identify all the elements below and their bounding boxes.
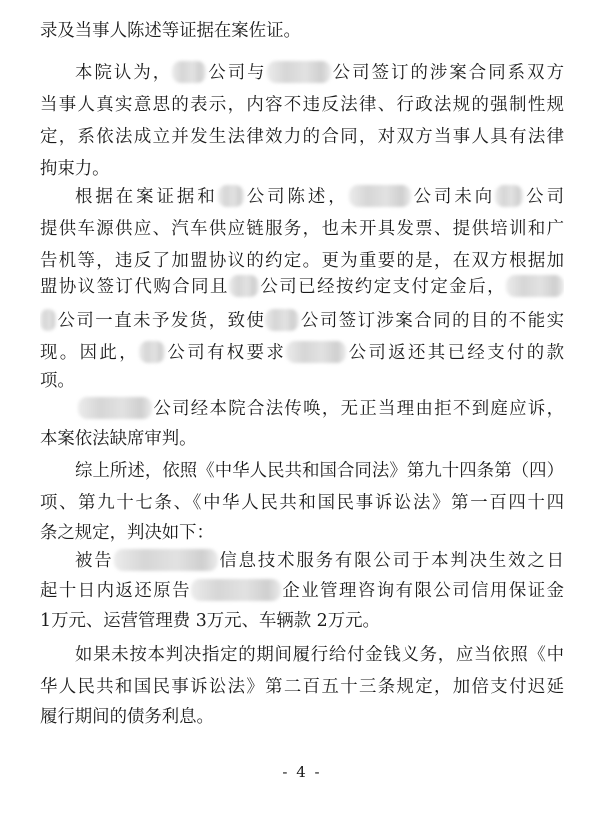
line-10-text-b: 公司签订涉案合同的目的不能实 bbox=[299, 311, 564, 331]
redacted-company-name bbox=[495, 185, 523, 207]
line-14-text: 本案依法缺席审判。 bbox=[40, 429, 197, 449]
line-2-text-b: 公司与 bbox=[206, 63, 267, 83]
line-5-text: 拘束力。 bbox=[40, 159, 110, 179]
line-9-text-b: 公司已经按约定支付定金后， bbox=[258, 277, 506, 297]
text-line-9 bbox=[40, 272, 564, 302]
line-6-text-d: 公司 bbox=[523, 187, 564, 207]
page-number: - 4 - bbox=[282, 763, 322, 781]
redacted-company-name bbox=[78, 397, 152, 419]
redacted-company-name bbox=[172, 61, 206, 83]
text-line-14 bbox=[40, 424, 564, 454]
line-7-text: 提供车源供应、汽车供应链服务，也未开具发票、提供培训和广 bbox=[40, 219, 564, 239]
line-9-text-a: 盟协议签订代购合同且 bbox=[40, 277, 229, 297]
text-line-23 bbox=[40, 702, 564, 732]
line-6-text-a: 根据在案证据和 bbox=[75, 187, 218, 207]
line-22-text: 华人民共和国民事诉讼法》第二百五十三条规定，加倍支付迟延 bbox=[40, 677, 564, 697]
line-13-text: 公司经本院合法传唤，无正当理由拒不到庭应诉， bbox=[152, 399, 564, 419]
line-2-text-a: 本院认为， bbox=[75, 63, 173, 83]
text-line-19 bbox=[40, 576, 564, 606]
line-11-text-a: 现。因此， bbox=[40, 343, 139, 363]
text-line-12 bbox=[40, 366, 564, 396]
text-line-4 bbox=[40, 122, 564, 152]
text-line-15 bbox=[40, 456, 564, 486]
line-18-text-b: 信息技术服务有限公司于本判决生效之日 bbox=[217, 551, 564, 571]
redacted-company-name bbox=[139, 341, 165, 363]
text-line-1 bbox=[40, 16, 564, 46]
line-6-text-b: 公司陈述， bbox=[243, 187, 349, 207]
line-11-text-c: 公司返还其已经支付的款 bbox=[346, 343, 564, 363]
text-line-17 bbox=[40, 518, 564, 548]
text-line-16 bbox=[40, 488, 564, 518]
redacted-plaintiff-name bbox=[191, 579, 281, 601]
text-line-3 bbox=[40, 90, 564, 120]
line-16-text: 项、第九十七条、《中华人民共和国民事诉讼法》第一百四十四 bbox=[40, 493, 564, 513]
text-line-5 bbox=[40, 154, 564, 184]
line-15-text: 综上所述，依照《中华人民共和国合同法》第九十四条第（四） bbox=[75, 461, 564, 481]
text-line-20 bbox=[40, 606, 564, 636]
line-12-text: 项。 bbox=[40, 371, 75, 391]
redacted-company-name bbox=[286, 341, 346, 363]
line-19-text-a: 起十日内返还原告 bbox=[40, 581, 191, 601]
line-17-text: 条之规定，判决如下： bbox=[40, 523, 214, 543]
line-23-text: 履行期间的债务利息。 bbox=[40, 707, 214, 727]
redacted-company-name bbox=[218, 185, 244, 207]
text-line-7 bbox=[40, 214, 564, 244]
text-line-10 bbox=[40, 306, 564, 336]
text-line-22 bbox=[40, 672, 564, 702]
line-19-text-b: 企业管理咨询有限公司信用保证金 bbox=[280, 581, 564, 601]
line-18-text-a: 被告 bbox=[75, 551, 114, 571]
line-11-text-b: 公司有权要求 bbox=[165, 343, 287, 363]
redacted-company-name bbox=[265, 309, 299, 331]
line-20-text: 1万元、运营管理费 3万元、车辆款 2万元。 bbox=[40, 611, 380, 631]
redacted-company-name bbox=[267, 61, 331, 83]
line-10-text-a: 公司一直未予发货，致使 bbox=[56, 311, 266, 331]
redacted-company-name bbox=[349, 185, 411, 207]
text-line-21 bbox=[40, 640, 564, 670]
line-21-text: 如果未按本判决指定的期间履行给付金钱义务，应当依照《中 bbox=[75, 645, 564, 665]
line-4-text: 定，系依法成立并发生法律效力的合同，对双方当事人具有法律 bbox=[40, 127, 564, 147]
line-6-text-c: 公司未向 bbox=[410, 187, 496, 207]
line-2-text-c: 公司签订的涉案合同系双方 bbox=[330, 63, 564, 83]
text-line-6 bbox=[40, 182, 564, 212]
text-line-2 bbox=[40, 58, 564, 88]
redacted-defendant-name bbox=[114, 549, 218, 571]
text-line-11 bbox=[40, 338, 564, 368]
redacted-company-name bbox=[40, 309, 56, 331]
line-8-text: 告机等，违反了加盟协议的约定。更为重要的是，在双方根据加 bbox=[40, 251, 564, 271]
line-1-text: 录及当事人陈述等证据在案佐证。 bbox=[40, 21, 301, 41]
redacted-company-name bbox=[229, 275, 259, 297]
redacted-company-name bbox=[506, 275, 564, 297]
line-3-text: 当事人真实意思的表示，内容不违反法律、行政法规的强制性规 bbox=[40, 95, 564, 115]
text-line-13 bbox=[40, 394, 564, 424]
text-line-18 bbox=[40, 546, 564, 576]
